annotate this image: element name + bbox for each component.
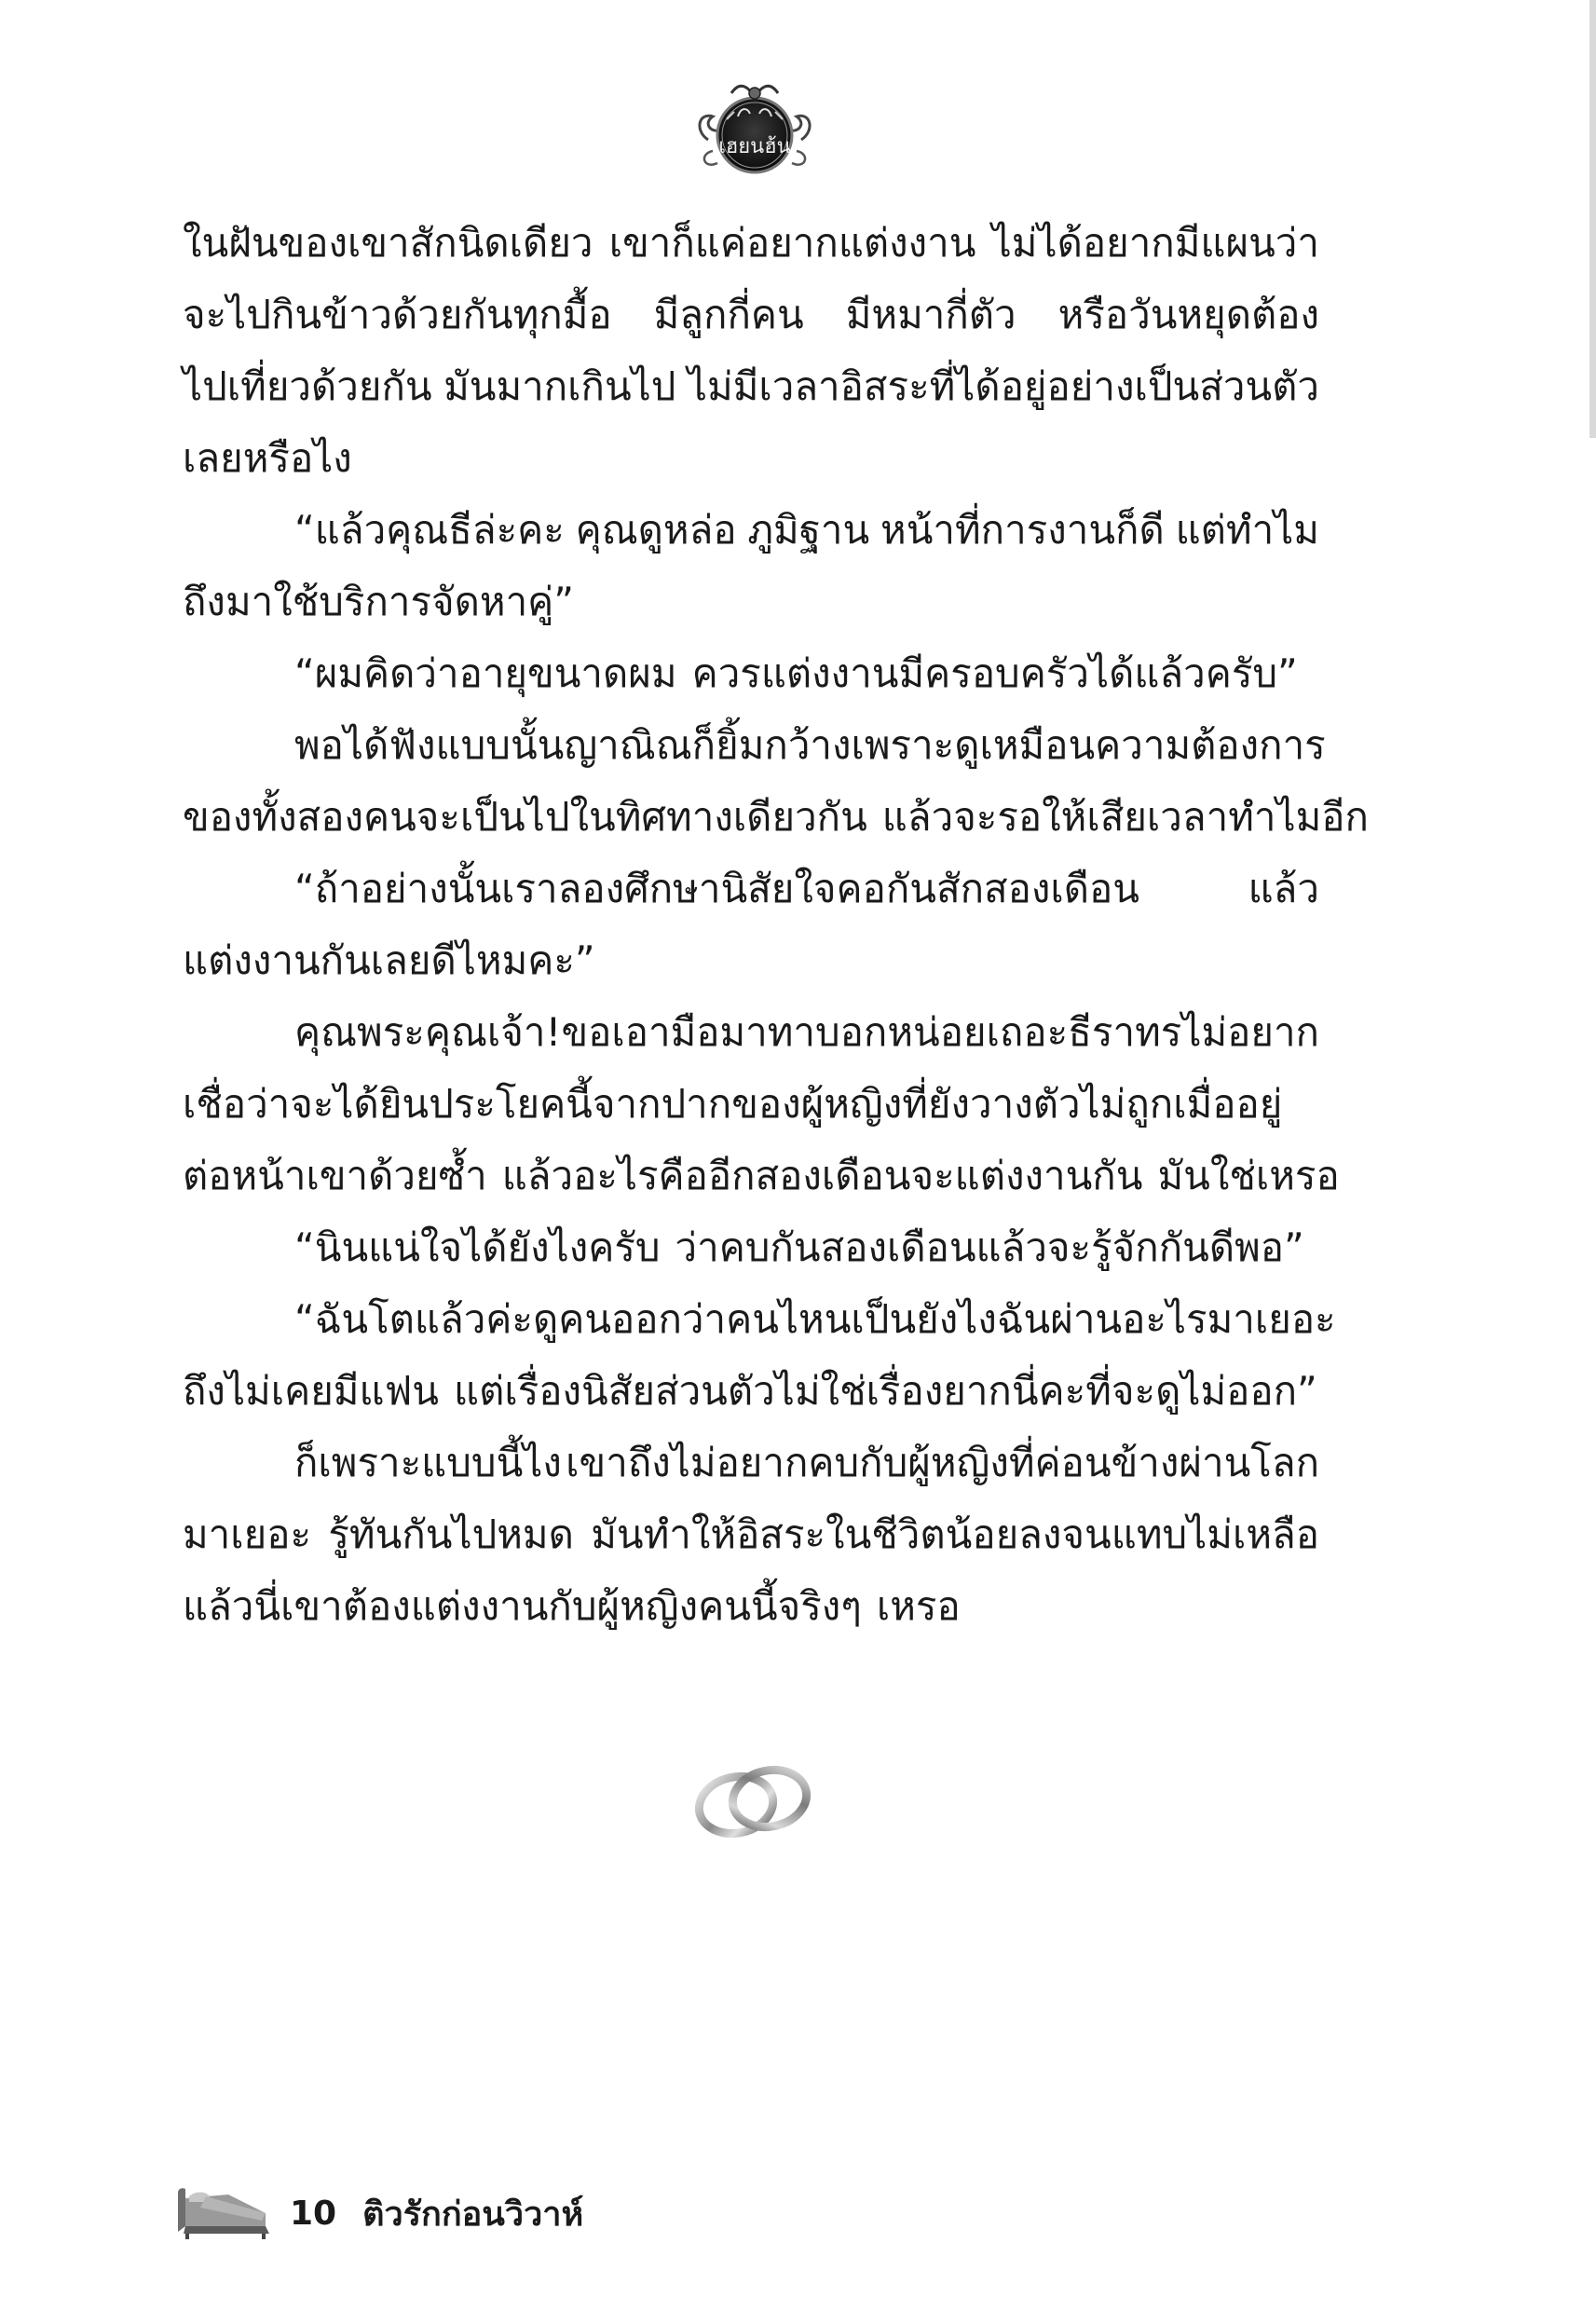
text-word: ดูคนออกว่าคนไหนเป็นยังไง xyxy=(532,1296,997,1342)
text-line xyxy=(183,1570,1319,1642)
text-word: มันมากเกินไป xyxy=(443,363,676,409)
text-word: ก็เพราะแบบนี้ไง xyxy=(294,1440,562,1485)
text-word: พอได้ฟังแบบนั้นญาณิณก็ยิ้มกว้าง xyxy=(294,722,852,768)
text-word: แล้วอะไรคืออีกสองเดือนจะแต่งงานกัน xyxy=(501,1153,1143,1198)
text-line xyxy=(183,422,1319,494)
text-line xyxy=(183,853,1319,924)
text-word: แล้วจะรอให้เสียเวลาทำไมอีก xyxy=(881,794,1369,840)
text-word: “ถ้าอย่างนั้นเราลองศึกษานิสัยใจคอกันสักสองเดือน xyxy=(294,866,1139,911)
text-word: หน้าที่การงานก็ดี xyxy=(880,507,1165,553)
body-text xyxy=(183,207,1369,1642)
text-word: ว่าคบกันสองเดือนแล้วจะรู้จักกันดีพอ” xyxy=(675,1224,1304,1270)
text-line xyxy=(183,1427,1319,1498)
text-word: แต่ทำไม xyxy=(1175,507,1319,553)
book-title: ติวรักก่อนวิวาห์ xyxy=(362,2195,584,2234)
logo-text: เฮยนฮ้น xyxy=(718,135,791,158)
text-word: ขอเอามือมาทาบอกหน่อยเถอะ xyxy=(561,1009,1069,1055)
text-word: ภูมิฐาน xyxy=(747,507,870,553)
text-word: ของทั้งสองคนจะเป็นไปในทิศทางเดียวกัน xyxy=(183,794,867,840)
text-line xyxy=(183,279,1319,350)
bed-icon xyxy=(172,2185,273,2241)
text-word: แล้ว xyxy=(1248,866,1319,911)
text-word: จะไปกินข้าวด้วยกันทุกมื้อ xyxy=(183,292,612,337)
page-footer xyxy=(172,2181,583,2246)
text-word: “นินแน่ใจได้ยังไงครับ xyxy=(294,1224,661,1270)
text-line xyxy=(183,1355,1319,1427)
text-line xyxy=(183,709,1326,781)
text-word: คุณดูหล่อ xyxy=(575,507,737,553)
text-word: แต่เรื่องนิสัยส่วนตัวไม่ใช่เรื่องยากนี่คะที่จะดูไม่ออก” xyxy=(454,1368,1317,1414)
text-word: มีลูกกี่คน xyxy=(653,292,804,337)
text-word: คุณพระคุณเจ้า! xyxy=(294,1009,562,1055)
text-word: เหรอ xyxy=(876,1583,961,1629)
text-word: เพราะดูเหมือนความต้องการ xyxy=(851,722,1326,768)
page-number: 10 xyxy=(290,2194,337,2233)
text-word: ในฝันของเขาสักนิดเดียว xyxy=(183,220,593,266)
text-word: ต่อหน้าเขาด้วยซ้ำ xyxy=(183,1153,487,1198)
text-word: ถึงไม่เคยมีแฟน xyxy=(183,1368,440,1414)
text-line xyxy=(183,350,1319,422)
text-line xyxy=(183,494,1319,566)
text-word: หรือวันหยุดต้อง xyxy=(1057,292,1319,337)
text-word: มันทำให้อิสระในชีวิตน้อยลงจนแทบไม่เหลือ xyxy=(591,1511,1319,1557)
ornament-logo-icon xyxy=(689,65,820,182)
text-word: ไปเที่ยวด้วยกัน xyxy=(183,363,432,409)
text-word: ธีราทรไม่อยาก xyxy=(1068,1009,1319,1055)
text-line xyxy=(183,1068,1319,1140)
text-line xyxy=(183,996,1319,1068)
text-word: “ฉันโตแล้วค่ะ xyxy=(294,1296,533,1342)
text-line xyxy=(183,207,1319,279)
text-word: ควรแต่งงานมีครอบครัวได้แล้วครับ” xyxy=(691,650,1298,696)
text-word: มีหมากี่ตัว xyxy=(845,292,1016,337)
text-word: ไม่มีเวลาอิสระที่ได้อยู่อย่างเป็นส่วนตัว xyxy=(687,363,1319,409)
text-word: ไม่ได้อยากมีแผนว่า xyxy=(991,220,1319,266)
text-word: มาเยอะ xyxy=(183,1511,312,1557)
page-edge-shadow xyxy=(1589,0,1596,438)
text-word: รู้ทันกันไปหมด xyxy=(328,1511,574,1557)
wedding-rings-icon xyxy=(688,1757,818,1845)
text-line xyxy=(183,1140,1340,1211)
text-word: เขาก็แค่อยากแต่งงาน xyxy=(608,220,976,266)
text-word: ถึงมาใช้บริการจัดหาคู่” xyxy=(183,579,575,624)
text-word: “แล้วคุณธีล่ะคะ xyxy=(294,507,565,553)
text-word: ฉันผ่านอะไรมาเยอะ xyxy=(996,1296,1336,1342)
text-line xyxy=(183,1498,1319,1570)
text-line xyxy=(183,566,1319,637)
text-word: เลยหรือไง xyxy=(183,435,352,481)
text-line xyxy=(183,1211,1319,1283)
text-line xyxy=(183,637,1319,709)
text-word: “ผมคิดว่าอายุขนาดผม xyxy=(294,650,677,696)
text-line xyxy=(183,1283,1336,1355)
text-line xyxy=(183,924,1319,996)
text-word: แต่งงานกันเลยดีไหมคะ” xyxy=(183,937,595,983)
text-word: เขาถึงไม่อยากคบกับผู้หญิงที่ค่อนข้างผ่านโลก xyxy=(566,1440,1319,1485)
text-word: เชื่อว่าจะได้ยินประโยคนี้จากปากของผู้หญิงที่ยังวางตัวไม่ถูกเมื่ออยู่ xyxy=(183,1081,1283,1127)
text-line xyxy=(183,781,1369,853)
text-word: แล้วนี่เขาต้องแต่งงานกับผู้หญิงคนนี้จริงๆ xyxy=(183,1583,862,1629)
text-word: มันใช่เหรอ xyxy=(1157,1153,1340,1198)
